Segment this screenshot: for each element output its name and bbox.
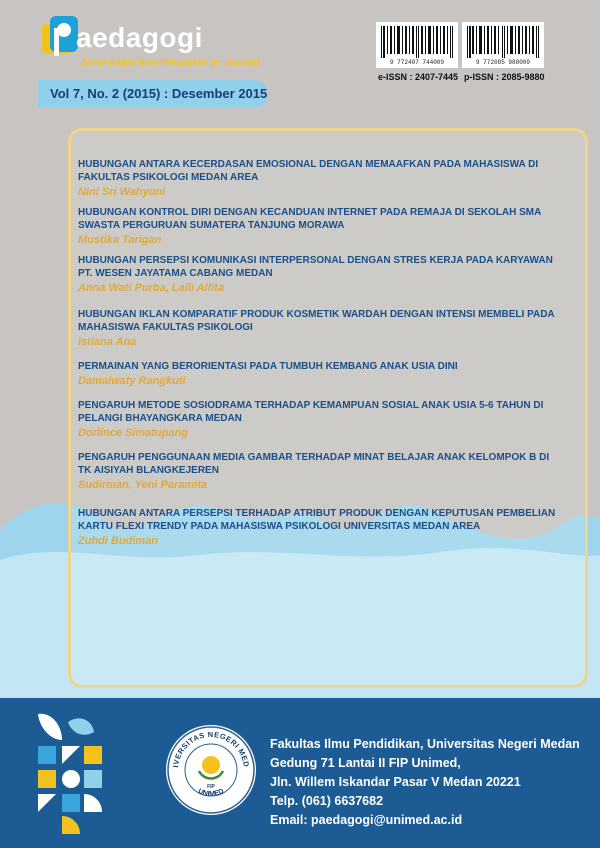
decorative-shapes-icon: [32, 706, 132, 836]
article-title: HUBUNGAN ANTARA KECERDASAN EMOSIONAL DENGAN MEMAAFKAN PADA MAHASISWA DI FAKULTAS PSIKOLOGI MEDAN AREA: [78, 159, 539, 183]
article-item: [78, 308, 558, 349]
article-item: [78, 451, 558, 492]
article-item: [78, 360, 558, 388]
article-title: PENGARUH PENGGUNAAN MEDIA GAMBAR TERHADAP MINAT BELAJAR ANAK KELOMPOK B DI TK AISIYAH BLANGKEJEREN: [78, 452, 550, 476]
footer-address-line: Fakultas Ilmu Pendidikan, Universitas Negeri Medan: [270, 737, 580, 751]
barcode-number: 9 772085 988009: [475, 59, 530, 66]
barcode-number: 9 772407 744009: [389, 59, 444, 66]
footer-email[interactable]: Email: paedagogi@unimed.ac.id: [270, 813, 463, 827]
barcode-e-issn: [376, 22, 458, 68]
article-item: [78, 254, 558, 295]
article-item: [78, 206, 558, 247]
seal-icon: [166, 725, 256, 815]
footer-address-line: Gedung 71 Lantai II FIP Unimed,: [270, 756, 461, 770]
p-issn-label: p-ISSN : 2085-9880: [464, 72, 545, 82]
article-title: HUBUNGAN KONTROL DIRI DENGAN KECANDUAN INTERNET PADA REMAJA DI SEKOLAH SMA SWASTA PERGURUAN SUMATERA TANJUNG MORAWA: [78, 207, 541, 231]
journal-name: aedagogi: [76, 22, 203, 53]
journal-logo-icon: [40, 14, 80, 62]
journal-tagline: Jurnal Kajian Ilmu Pendidikan (e- Journal): [80, 57, 260, 67]
barcode-p-issn: [462, 22, 544, 68]
article-author: Nini Sri Wahyuni: [78, 186, 166, 198]
volume-badge: Vol 7, No. 2 (2015) : Desember 2015: [38, 80, 268, 108]
footer-phone: Telp. (061) 6637682: [270, 794, 384, 808]
article-author: Damaiwaty Rangkuti: [78, 375, 186, 387]
article-author: Dorlince Simatupang: [78, 427, 189, 439]
article-author: Istiana Ana: [78, 336, 137, 348]
seal-text: IVERSITAS NEGERI MED: [171, 729, 251, 768]
article-title: PERMAINAN YANG BERORIENTASI PADA TUMBUH KEMBANG ANAK USIA DINI: [78, 361, 458, 372]
barcode-icon: [380, 26, 454, 58]
university-seal: [166, 725, 256, 815]
article-author: Anna Wati Purba, Laili Alfita: [78, 282, 225, 294]
article-title: HUBUNGAN ANTARA PERSEPSI TERHADAP ATRIBUT PRODUK DENGAN KEPUTUSAN PEMBELIAN KARTU FLEXI TRENDY PADA MAHASISWA PSIKOLOGI UNIVERSITAS MEDAN AREA: [78, 508, 556, 532]
article-title: HUBUNGAN IKLAN KOMPARATIF PRODUK KOSMETIK WARDAH DENGAN INTENSI MEMBELI PADA MAHASISWA FAKULTAS PSIKOLOGI: [78, 309, 555, 333]
barcode-icon: [466, 26, 540, 58]
seal-bottom-text: UNIMED: [196, 787, 226, 798]
e-issn-label: e-ISSN : 2407-7445: [378, 72, 459, 82]
article-author: Sudirman, Yeni Paramita: [78, 479, 207, 491]
article-item: [78, 158, 558, 199]
article-item: [78, 399, 558, 440]
article-title: HUBUNGAN PERSEPSI KOMUNIKASI INTERPERSONAL DENGAN STRES KERJA PADA KARYAWAN PT. WESEN JAYATAMA CABANG MEDAN: [78, 255, 553, 279]
seal-fip-text: FIP: [207, 784, 215, 790]
article-author: Zuhdi Budiman: [78, 535, 159, 547]
article-item: [78, 507, 558, 548]
article-author: Mustika Tarigan: [78, 234, 162, 246]
article-title: PENGARUH METODE SOSIODRAMA TERHADAP KEMAMPUAN SOSIAL ANAK USIA 5-6 TAHUN DI PELANGI BHAYANGKARA MEDAN: [78, 400, 544, 424]
footer-address-line: Jln. Willem Iskandar Pasar V Medan 20221: [270, 775, 521, 789]
